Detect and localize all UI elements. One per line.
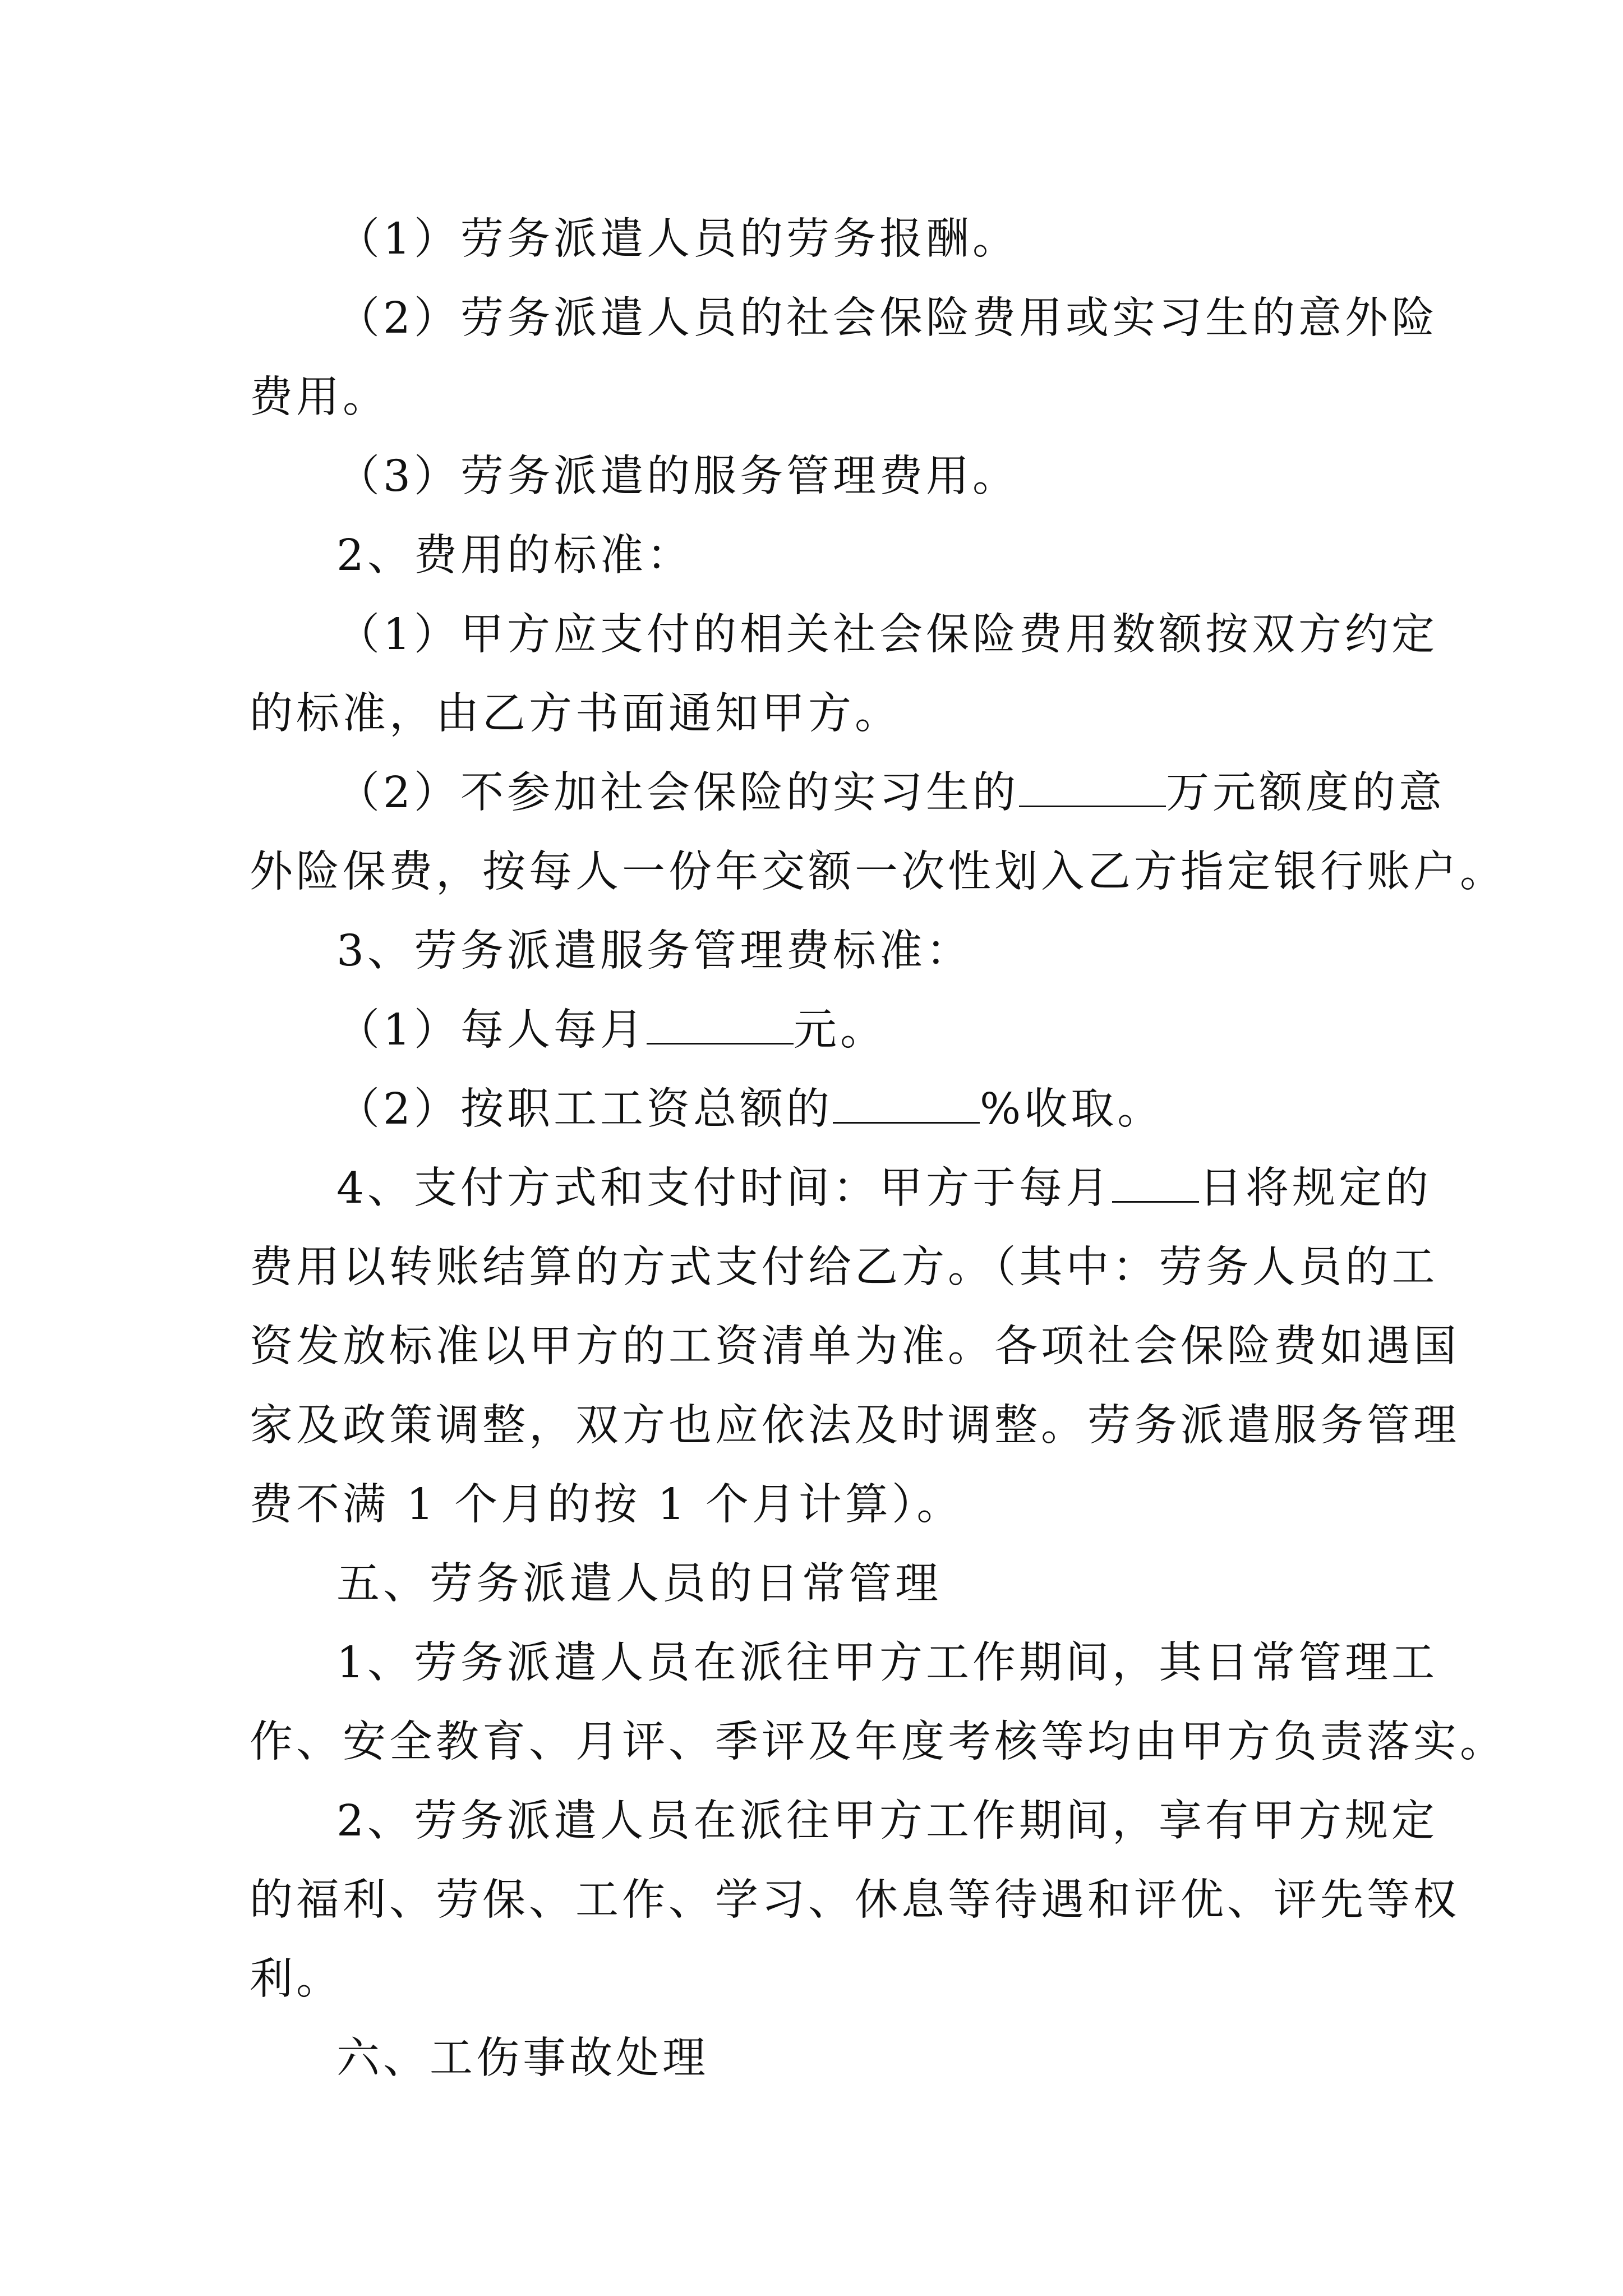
daily-management-item-2-line-2: 的福利、劳保、工作、学习、休息等待遇和评优、评先等权 xyxy=(250,1875,1460,1925)
section-4-line-4: 家及政策调整，双方也应依法及时调整。劳务派遣服务管理 xyxy=(250,1401,1460,1451)
section-4-line-3: 资发放标准以甲方的工资清单为准。各项社会保险费如遇国 xyxy=(250,1322,1460,1372)
management-fee-item-2-text-b: %收取。 xyxy=(980,1084,1164,1134)
item-2-social-insurance: （2）劳务派遣人员的社会保险费用或实习生的意外险 xyxy=(336,293,1438,343)
heading-work-injury: 六、工伤事故处理 xyxy=(336,2033,709,2083)
daily-management-item-2: 2、劳务派遣人员在派往甲方工作期间，享有甲方规定 xyxy=(336,1796,1438,1846)
section-4-line-2: 费用以转账结算的方式支付给乙方。（其中：劳务人员的工 xyxy=(250,1243,1438,1292)
management-fee-item-2-text-a: （2）按职工工资总额的 xyxy=(336,1084,833,1134)
management-fee-item-1-text-b: 元。 xyxy=(794,1005,887,1055)
section-4-text-b: 日将规定的 xyxy=(1199,1163,1432,1213)
daily-management-item-1-continuation: 作、安全教育、月评、季评及年度考核等均由甲方负责落实。 xyxy=(250,1717,1506,1767)
fee-standard-item-2-text-a: （2）不参加社会保险的实习生的 xyxy=(336,768,1019,818)
percentage-blank[interactable] xyxy=(833,1083,980,1124)
item-2-continuation: 费用。 xyxy=(250,372,389,422)
fee-standard-item-2 xyxy=(336,765,1445,821)
fee-standard-item-2-continuation: 外险保费，按每人一份年交额一次性划入乙方指定银行账户。 xyxy=(250,847,1506,897)
monthly-fee-blank[interactable] xyxy=(647,1004,794,1045)
insurance-amount-blank[interactable] xyxy=(1019,766,1166,807)
section-4-text-a: 4、支付方式和支付时间：甲方于每月 xyxy=(336,1163,1112,1213)
daily-management-item-1: 1、劳务派遣人员在派往甲方工作期间，其日常管理工 xyxy=(336,1638,1438,1688)
fee-standard-item-1: （1）甲方应支付的相关社会保险费用数额按双方约定 xyxy=(336,610,1438,660)
management-fee-item-1-text-a: （1）每人每月 xyxy=(336,1005,647,1055)
daily-management-item-2-line-3: 利。 xyxy=(250,1954,343,2004)
section-4-payment xyxy=(336,1161,1432,1217)
item-3-service-fee: （3）劳务派遣的服务管理费用。 xyxy=(336,452,1019,501)
heading-daily-management: 五、劳务派遣人员的日常管理 xyxy=(336,1559,942,1609)
management-fee-item-1 xyxy=(336,1002,1382,1059)
fee-standard-item-1-continuation: 的标准，由乙方书面通知甲方。 xyxy=(250,689,901,739)
section-2-fee-standard: 2、费用的标准： xyxy=(336,531,693,581)
item-1-labor-remuneration: （1）劳务派遣人员的劳务报酬。 xyxy=(336,214,1019,264)
payment-day-blank[interactable] xyxy=(1112,1162,1199,1203)
section-3-management-fee: 3、劳务派遣服务管理费标准： xyxy=(336,926,972,976)
section-4-line-5: 费不满 1 个月的按 1 个月计算）。 xyxy=(250,1480,963,1530)
fee-standard-item-2-text-b: 万元额度的意 xyxy=(1166,768,1445,818)
management-fee-item-2 xyxy=(336,1082,1382,1138)
